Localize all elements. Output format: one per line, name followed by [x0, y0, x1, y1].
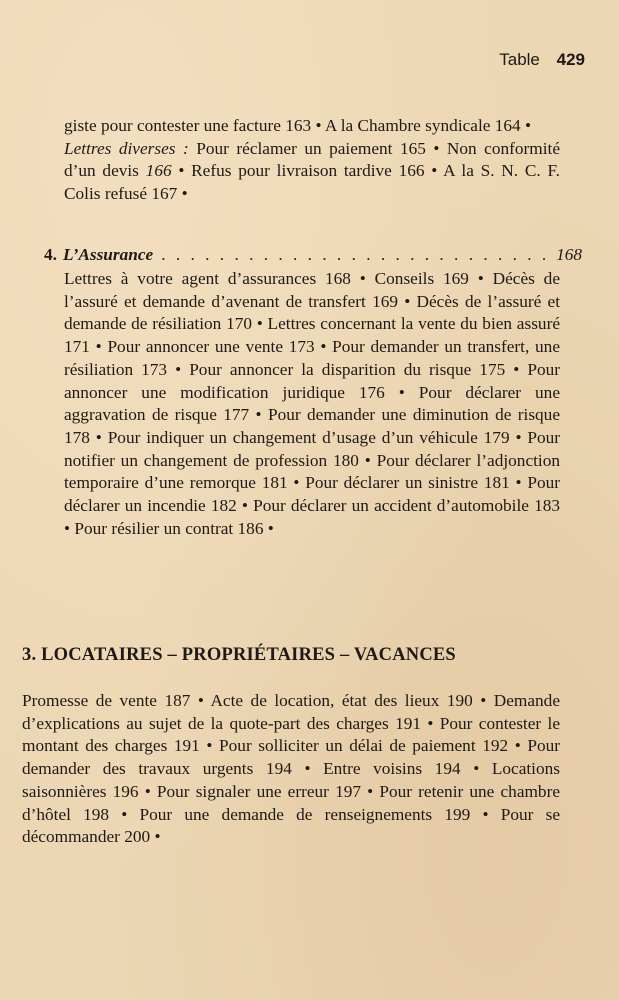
lettres-diverses-page: 166 [145, 161, 172, 181]
lettres-diverses-paragraph [64, 138, 560, 206]
chapter-3-heading: 3. LOCATAIRES – PROPRIÉTAIRES – VACANCES [22, 645, 456, 665]
chapter-3-entries [22, 690, 560, 849]
chapter-3-paragraph: Promesse de vente 187 • Acte de location, état des lieux 190 • Demande d’explications au sujet de la quote-part des charges 191 • Pour contester le montant des charges 191 • Pour solliciter un délai de paiement 192 • Pour demander des travaux urgents 194 • Entre voisins 194 • Locations saisonnières 196 • Pour signaler une erreur 197 • Pour retenir une chambre d’hôtel 198 • Pour une demande de renseignements 199 • Pour se décommander 200 • [22, 691, 560, 847]
continuation-paragraph: giste pour contester une facture 163 • A la Chambre syndicale 164 • [64, 116, 532, 135]
section-4-title: L’Assurance [62, 245, 154, 264]
continuation-entries [64, 115, 560, 206]
section-4-paragraph: Lettres à votre agent d’assurances 168 • Conseils 169 • Décès de l’assuré et demande d’avenant de transfert 169 • Décès de l’assuré et demande de résiliation 170 • Lettres concernant la vente du bien assuré 171 • Pour annoncer une vente 173 • Pour demander un transfert, une résiliation 173 • Pour annoncer la disparition du risque 175 • Pour annoncer une modification juridique 176 • Pour déclarer une aggravation de risque 177 • Pour demander une diminution de risque 178 • Pour indiquer un changement d’usage d’un véhicule 179 • Pour notifier un changement de profession 180 • Pour déclarer l’adjonction temporaire d’une remorque 181 • Pour déclarer un sinistre 181 • Pour déclarer un incendie 182 • Pour déclarer un accident d’automobile 183 • Pour résilier un contrat 186 • [64, 269, 560, 538]
section-4-heading [44, 244, 582, 267]
lettres-diverses-label: Lettres diverses : [64, 138, 189, 158]
dot-leader [161, 244, 548, 267]
section-4-page: 168 [556, 245, 582, 264]
page-number: 429 [556, 50, 585, 69]
lettres-diverses-text-2: • Refus pour livraison tardive 166 • A la S. N. C. F. Colis refusé 167 • [64, 161, 561, 204]
lettres-diverses-text-1: Pour réclamer un paiement 165 • Non conformité d’un devis [64, 138, 560, 181]
section-4-entries [64, 268, 560, 540]
running-header [499, 50, 585, 70]
header-title: Table [499, 50, 540, 69]
section-4-number: 4. [44, 245, 57, 264]
